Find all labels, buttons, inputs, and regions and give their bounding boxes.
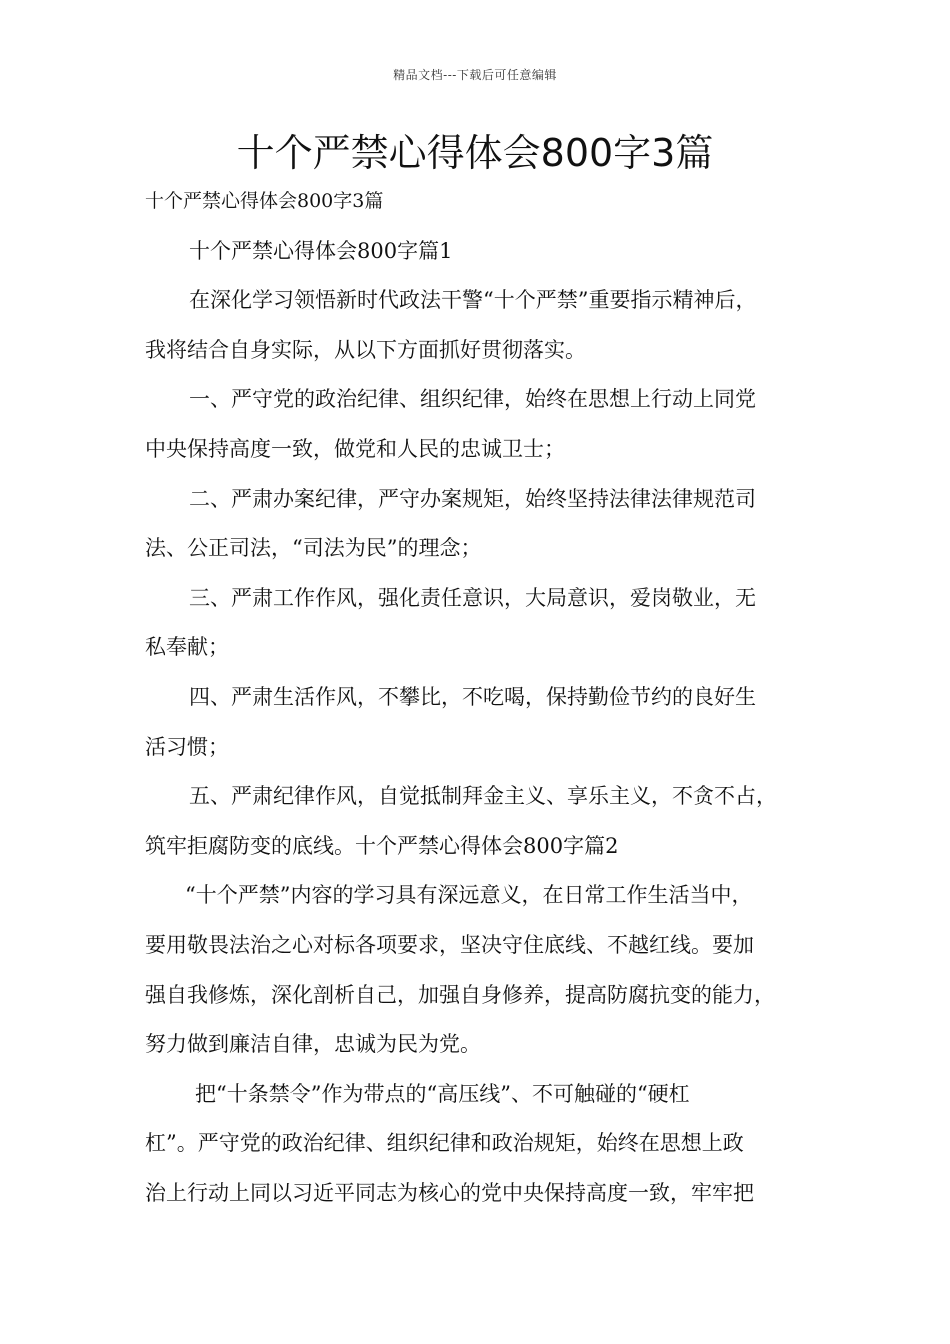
paragraph-line: 法、公正司法，“司法为民”的理念； xyxy=(145,536,482,561)
paragraph-line: 把“十条禁令”作为带点的“高压线”、不可触碰的“硬杠 xyxy=(195,1081,690,1106)
paragraph-line: 杠”。严守党的政治纪律、组织纪律和政治规矩，始终在思想上政 xyxy=(145,1131,744,1156)
paragraph-line: 中央保持高度一致，做党和人民的忠诚卫士； xyxy=(145,436,565,461)
paragraph-line: 二、严肃办案纪律，严守办案规矩，始终坚持法律法律规范司 xyxy=(189,486,756,511)
paragraph-line: 筑牢拒腐防变的底线。十个严禁心得体会800字篇2 xyxy=(145,833,619,858)
section-heading-1: 十个严禁心得体会800字篇1 xyxy=(189,238,453,263)
paragraph-line: 活习惯； xyxy=(145,734,229,759)
paragraph-line: 一、严守党的政治纪律、组织纪律，始终在思想上行动上同党 xyxy=(189,387,756,412)
document-title: 十个严禁心得体会800字3篇 xyxy=(236,131,714,175)
document-body xyxy=(145,177,810,1218)
paragraph-line: 我将结合自身实际，从以下方面抓好贯彻落实。 xyxy=(145,337,586,362)
paragraph-line: 强自我修炼，深化剖析自己，加强自身修养，提高防腐抗变的能力， xyxy=(145,982,775,1007)
paragraph-line: 努力做到廉洁自律，忠诚为民为党。 xyxy=(145,1032,481,1057)
subtitle-line: 十个严禁心得体会800字3篇 xyxy=(145,190,384,212)
paragraph-line: 五、严肃纪律作风，自觉抵制拜金主义、享乐主义，不贪不占， xyxy=(189,784,777,809)
paragraph-line: 私奉献； xyxy=(145,635,229,660)
paragraph-line: 四、严肃生活作风，不攀比，不吃喝，保持勤俭节约的良好生 xyxy=(189,684,756,709)
paragraph-line: 治上行动上同以习近平同志为核心的党中央保持高度一致，牢牢把 xyxy=(145,1180,754,1205)
header-note: 精品文档---下载后可任意编辑 xyxy=(393,68,557,82)
paragraph-line: 三、严肃工作作风，强化责任意识，大局意识，爱岗敬业，无 xyxy=(189,585,756,610)
paragraph-line: “十个严禁”内容的学习具有深远意义，在日常工作生活当中， xyxy=(185,883,753,908)
paragraph-line: 在深化学习领悟新时代政法干警“十个严禁”重要指示精神后， xyxy=(189,288,757,313)
paragraph-line: 要用敬畏法治之心对标各项要求，坚决守住底线、不越红线。要加 xyxy=(145,932,754,957)
